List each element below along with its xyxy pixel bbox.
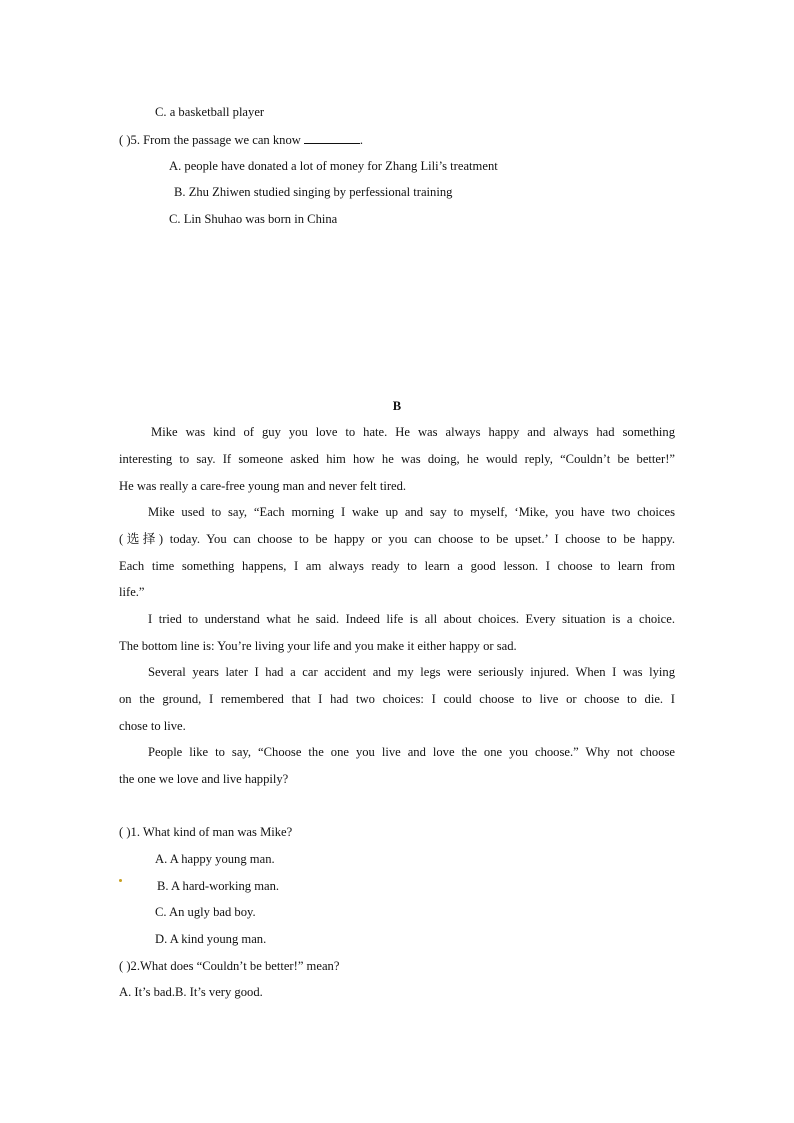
passage-line: He was really a care-free young man and never felt tired. [119,479,407,493]
q5-option-b: B. Zhu Zhiwen studied singing by perfessional training [174,185,453,199]
passage-line: life.” [119,585,145,599]
passage-line: chose to live. [119,719,186,733]
q5-stem [119,131,363,148]
q1-stem: ( )1. What kind of man was Mike? [119,825,293,839]
passage-line: (选择) today. You can choose to be happy or you can choose to be upset.’ I choose to be happy. [119,532,675,546]
q1-option-d: D. A kind young man. [155,932,267,946]
q1-option-b: B. A hard-working man. [157,879,280,893]
passage-line: Several years later I had a car accident and my legs were seriously injured. When I was lying [148,665,675,679]
q2-options: A. It’s bad.B. It’s very good. [119,985,263,999]
q5-option-c: C. Lin Shuhao was born in China [169,212,338,226]
passage-line: I tried to understand what he said. Indeed life is all about choices. Every situation is a choice. [148,612,675,626]
passage-line: on the ground, I remembered that I had two choices: I could choose to live or choose to die. I [119,692,675,706]
q2-stem: ( )2.What does “Couldn’t be better!” mean? [119,959,340,973]
passage-line: The bottom line is: You’re living your life and you make it either happy or sad. [119,639,517,653]
q1-option-a: A. A happy young man. [155,852,275,866]
passage-line: People like to say, “Choose the one you live and love the one you choose.” Why not choose [148,745,675,759]
q4-option-c: C. a basketball player [155,105,265,119]
passage-line: Mike used to say, “Each morning I wake up and say to myself, ‘Mike, you have two choices [148,505,675,519]
passage-line: the one we love and live happily? [119,772,289,786]
passage-line: Mike was kind of guy you love to hate. He was always happy and always had something [151,425,675,439]
passage-line: Each time something happens, I am always ready to learn a good lesson. I choose to learn from [119,559,675,573]
marker-dot [119,879,122,882]
q1-option-c: C. An ugly bad boy. [155,905,256,919]
section-b-heading: B [392,399,402,413]
q5-option-a: A. people have donated a lot of money for Zhang Lili’s treatment [169,159,498,173]
passage-line: interesting to say. If someone asked him how he was doing, he would reply, “Couldn’t be better!” [119,452,675,466]
q5-stem-end: . [359,133,364,147]
q5-answer-blank [304,131,360,144]
q5-stem-text: ( )5. From the passage we can know [119,133,301,147]
